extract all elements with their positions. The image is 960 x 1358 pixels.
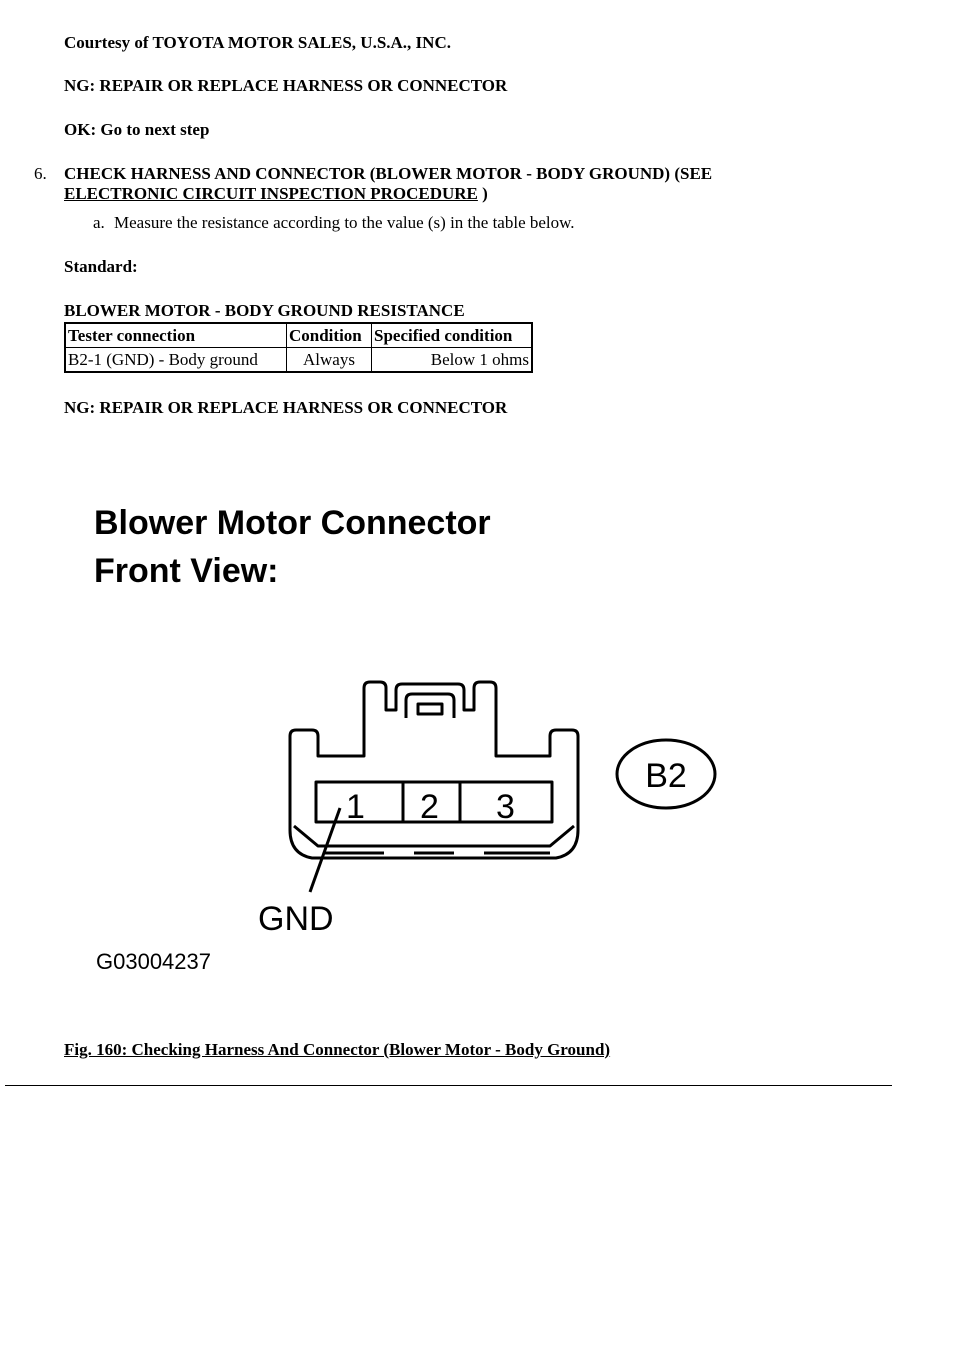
connector-id: B2 [645,757,687,795]
table-cell: Below 1 ohms [372,348,533,373]
figure-title: Blower Motor Connector [94,504,491,542]
table-cell: Always [287,348,372,373]
table-row [65,348,532,373]
pin-label: 2 [420,788,439,826]
connector-body [290,682,578,858]
figure-code: G03004237 [96,949,211,974]
step-number: 6. [34,164,47,183]
figure-caption[interactable]: Fig. 160: Checking Harness And Connector (Blower Motor - Body Ground) [64,1040,611,1059]
table-title: BLOWER MOTOR - BODY GROUND RESISTANCE [64,301,465,320]
table-header: Specified condition [372,323,533,348]
table-header: Condition [287,323,372,348]
resistance-table [64,322,533,373]
page-divider [5,1085,892,1086]
gnd-label: GND [258,900,334,938]
figure-subtitle: Front View: [94,552,279,590]
step-title-line2 [64,184,488,204]
connector-figure [60,490,760,990]
step-title: CHECK HARNESS AND CONNECTOR (BLOWER MOTOR - BODY GROUND) (SEE [64,164,713,183]
step-title-tail: ) [477,184,488,203]
ng-instruction-1: NG: REPAIR OR REPLACE HARNESS OR CONNECTOR [64,76,508,95]
courtesy-line: Courtesy of TOYOTA MOTOR SALES, U.S.A., INC. [64,33,451,52]
table-header: Tester connection [65,323,287,348]
pin-label: 1 [346,788,365,826]
table-cell: B2-1 (GND) - Body ground [65,348,287,373]
substep-letter: a. [93,213,105,232]
ok-instruction: OK: Go to next step [64,120,210,139]
pin-label: 3 [496,788,515,826]
substep-text: Measure the resistance according to the value (s) in the table below. [114,213,575,232]
standard-label: Standard: [64,257,138,276]
inspection-procedure-link[interactable]: ELECTRONIC CIRCUIT INSPECTION PROCEDURE [64,184,478,203]
table-header-row [65,323,532,348]
ng-instruction-2: NG: REPAIR OR REPLACE HARNESS OR CONNECTOR [64,398,508,417]
